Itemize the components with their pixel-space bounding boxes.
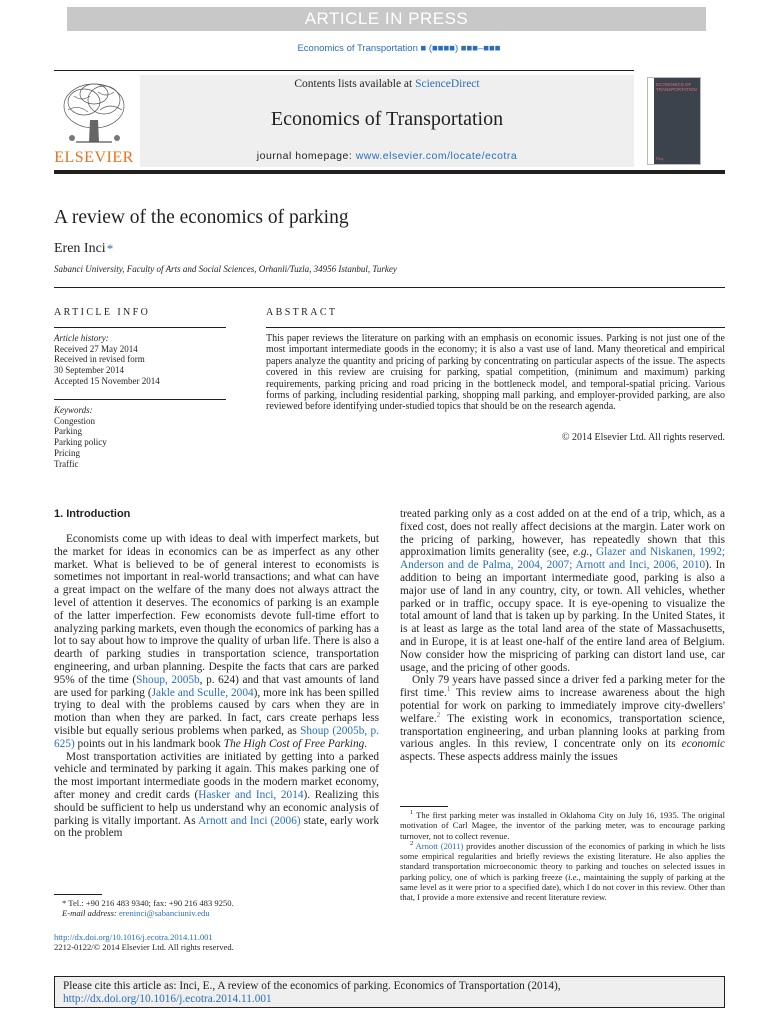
affiliation: Sabanci University, Faculty of Arts and Social Sciences, Orhanli/Tuzla, 34956 Istanbul, Turkey — [54, 264, 397, 274]
contact-email-line — [54, 908, 379, 918]
text-run: This review aims to increase awareness about the high potential for work on parking to immediately improve city-dwellers' welfare. — [400, 687, 725, 725]
title-block-rule — [54, 287, 725, 288]
citation-box — [54, 976, 725, 1008]
abstract-text: This paper reviews the literature on parking with an emphasis on economic issues. Parking is not just one of the most important intermediate goods in the economy; it is also a vast use of land. Many theoretical and empirical papers analyze the quantity and pricing of parking by concentrating on particular aspects of the issue. The aspects covered in this review are cruising for parking, spatial competition, (minimum and maximum) parking requirements, parking pricing and road pricing in the bottleneck model, and temporal-spatial pricing. Various forms of parking, including residential parking, shopping mall parking, and employer-provided parking, are also reviewed before identifying under-studied topics that should be on the research agenda. — [266, 333, 725, 413]
text-run: ), more ink has been spilled trying to deal with the problems caused by cars when they are in motion than when they are parked. In fact, cars create perhaps less visible but equally serious problems when parked, as — [54, 686, 379, 737]
keyword-item: Parking — [54, 426, 82, 437]
footnotes — [400, 810, 725, 903]
cover-brand: Ficy — [656, 156, 664, 161]
text-run: provides another discussion of the economics of parking in which he lists some empirical regularities and briefly reviews the existing literature. He also applies the standard transportation microeconomic theory to parking and touches on selected issues in parking policy, one of which is parking freeze ( — [400, 840, 725, 882]
text-run: Most transportation activities are initiated by getting into a parked vehicle and terminated by parking it again. This makes parking one of the most important intermediate goods in the modern market economy, after money and credit cards ( — [54, 750, 379, 801]
header-thick-rule — [54, 170, 725, 174]
history-item: Received in revised form — [54, 354, 145, 365]
history-label: Article history: — [54, 333, 109, 343]
journal-homepage-link[interactable]: www.elsevier.com/locate/ecotra — [355, 150, 518, 162]
eg-abbrev: e.g. — [573, 546, 590, 559]
elsevier-wordmark: ELSEVIER — [54, 149, 134, 166]
history-item: Accepted 15 November 2014 — [54, 375, 160, 386]
text-run: ). In addition to being an important intermediate good, parking is also a major use of land in any country, city, or town. All vehicles, whether parked or in traffic, occupy space. It is eye-opening to visualize the total amount of land that is taken up by parking. In the United States, it is at least as large as the total land area of the state of Massachusetts, and in Europe, it is at least one-half of the entire land area of Belgium. Now consider how the mispricing of parking can distort land use, car usage, and the pricing of other goods. — [400, 559, 725, 674]
corresponding-author-note — [54, 898, 379, 919]
email-link[interactable]: ereninci@sabanciuniv.edu — [118, 908, 210, 919]
ie-abbrev: i.e. — [568, 871, 579, 882]
article-info-rule — [54, 327, 226, 328]
keyword-item: Traffic — [54, 458, 79, 469]
article-info-heading: ARTICLE INFO — [54, 307, 151, 318]
journal-homepage-line — [140, 150, 634, 162]
journal-title: Economics of Transportation — [270, 108, 504, 130]
contact-phone-line — [54, 898, 379, 908]
footnote-1-number: 1 — [410, 809, 414, 817]
contents-line — [140, 78, 634, 90]
citation-text: Please cite this article as: Inci, E., A review of the economics of parking. Economics of Transportation (2014), — [63, 980, 561, 992]
journal-cover-thumbnail — [648, 78, 700, 164]
text-run: treated parking only as a cost added on at the end of a trip, which, as a fixed cost, does not really affect decisions at the margin. Later work on the pricing of parking, however, has repeatedly shown that this approximation limits generality (see, — [400, 508, 725, 559]
text-run: ). Realizing this should be sufficient to help us understand why an economic analysis of parking is vitally important. As — [54, 788, 379, 827]
footnote-2-number: 2 — [410, 840, 414, 848]
text-run: state, early work on the problem — [54, 814, 379, 840]
intro-paragraph-1 — [54, 533, 379, 751]
abstract-heading: ABSTRACT — [266, 307, 338, 318]
author-line — [54, 241, 113, 257]
emphasis-economic: economic — [681, 738, 725, 751]
text-run: , — [589, 546, 596, 559]
contact-rule — [54, 894, 102, 895]
body-right-column — [400, 508, 725, 764]
citation-link[interactable]: Shoup (2005b, p. 625) — [54, 724, 380, 750]
keywords-block — [54, 405, 234, 469]
homepage-prefix: journal homepage: — [256, 150, 356, 162]
citation-link[interactable]: Arnott (2011) — [415, 840, 464, 851]
text-run: The first parking meter was installed in Oklahoma City on July 16, 1935. The original motivation of Carl Magee, the inventor of the parking meter, was to encourage parking turnover, not to collect revenue. — [400, 810, 725, 841]
issn-line: 2212-0122/© 2014 Elsevier Ltd. All rights reserved. — [54, 942, 234, 953]
article-history — [54, 333, 234, 387]
keyword-item: Congestion — [54, 415, 96, 426]
text-run: aspects. These aspects address mainly the issues — [400, 751, 618, 764]
book-title: The High Cost of Free Parking — [223, 737, 365, 750]
email-label: E-mail address: — [62, 908, 117, 919]
intro-paragraph-3 — [400, 674, 725, 764]
author-name: Eren Inci — [54, 241, 106, 256]
citation-link[interactable]: Hasker and Inci, 2014 — [198, 788, 304, 801]
body-left-column — [54, 533, 379, 840]
citation-link[interactable]: Shoup, 2005b — [136, 673, 200, 686]
doi-block — [54, 932, 234, 953]
history-item: 30 September 2014 — [54, 365, 124, 376]
citation-link[interactable]: Glazer and Niskanen, 1992; Anderson and de Palma, 2004, 2007; Arnott and Inci, 2006, 2010 — [400, 546, 725, 572]
article-title: A review of the economics of parking — [54, 207, 349, 228]
text-run: Economists come up with ideas to deal with imperfect markets, but the market for ideas in economics can be as imperfect as any other market. What is believed to be of general interest to economists is sometimes not important in real-world transactions; and what can have a great impact on the welfare of the many does not always attract the level of attention it deserves. The economics of parking is an example of the latter imperfection. Few economists devote full-time effort to analyzing parking markets, even though the economics of parking has a lot to say about how to improve the quality of urban life. There is also a dearth of parking studies in transportation science, transportation engineering, and urban planning. Despite the facts that cars are parked 95% of the time ( — [54, 533, 379, 686]
contact-star: * — [62, 898, 67, 908]
doi-link[interactable]: http://dx.doi.org/10.1016/j.ecotra.2014.11.001 — [54, 932, 213, 942]
text-run: . — [364, 737, 368, 750]
contents-prefix: Contents lists available at — [294, 78, 416, 90]
text-run: Only 79 years have passed since a driver fed a parking meter for the first time. — [400, 674, 725, 700]
section-heading-introduction: 1. Introduction — [54, 508, 131, 520]
contact-tel: Tel.: +90 216 483 9340; fax: +90 216 483 9250. — [66, 898, 234, 908]
abstract-copyright: © 2014 Elsevier Ltd. All rights reserved. — [561, 432, 725, 443]
citation-doi-link[interactable]: http://dx.doi.org/10.1016/j.ecotra.2014.11.001 — [63, 993, 272, 1006]
cover-title: ECONOMICS OF TRANSPORTATION — [656, 82, 697, 92]
history-item: Received 27 May 2014 — [54, 343, 138, 354]
text-run: points out in his landmark book — [74, 737, 224, 750]
keyword-item: Pricing — [54, 447, 80, 458]
author-footnote-mark[interactable]: * — [106, 241, 114, 256]
journal-reference[interactable]: Economics of Transportation ■ (■■■■) ■■■–■■■ — [297, 43, 501, 54]
article-in-press-banner: ARTICLE IN PRESS — [67, 7, 706, 31]
keyword-item: Parking policy — [54, 437, 107, 448]
intro-paragraph-2-continued — [400, 508, 725, 674]
footnote-1-mark[interactable]: 1 — [446, 685, 451, 694]
footnote-2-mark[interactable]: 2 — [436, 710, 441, 719]
header-top-rule — [54, 70, 634, 71]
text-run: , p. 624) and that vast amounts of land are used for parking ( — [54, 673, 379, 699]
footnote-rule — [400, 806, 448, 807]
footnote-2 — [400, 841, 725, 903]
intro-paragraph-2 — [54, 751, 379, 841]
footnote-1 — [400, 810, 725, 841]
citation-link[interactable]: Jakle and Sculle, 2004 — [151, 686, 254, 699]
citation-link[interactable]: Arnott and Inci (2006) — [198, 814, 301, 827]
keywords-rule — [54, 399, 226, 400]
abstract-rule — [266, 327, 725, 328]
keywords-label: Keywords: — [54, 405, 93, 415]
text-run: , maintaining the supply of parking at the same level as it were prior to a specified date), which I do not cover in this review. Other than that, I provide a more extensive and recent literature review. — [400, 871, 725, 903]
sciencedirect-link[interactable]: ScienceDirect — [415, 78, 480, 90]
text-run: The existing work in economics, transportation science, transportation engineering, and urban planning looks at parking from various angles. In this review, I concentrate only on its — [400, 712, 725, 751]
